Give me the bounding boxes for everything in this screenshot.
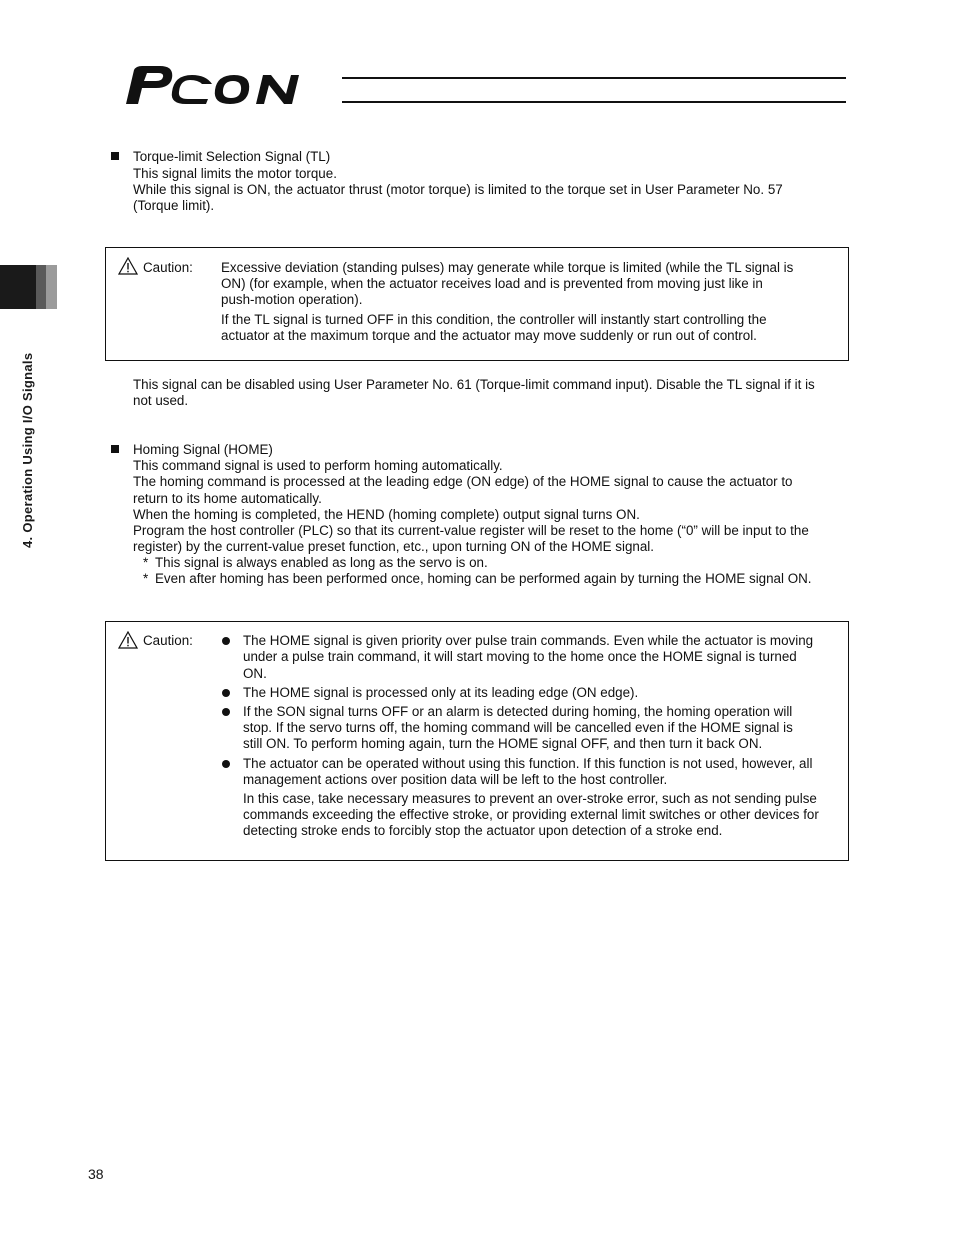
caution-extra-line: detecting stroke ends to forcibly stop the actuator upon detection of a stroke end.: [243, 823, 723, 838]
caution-extra-line: commands exceeding the effective stroke, or providing external limit switches or other devices for: [243, 807, 819, 822]
home-note: This signal is always enabled as long as the servo is on.: [155, 555, 488, 570]
bullet-square-icon: [111, 152, 119, 160]
tl-note-line: not used.: [133, 393, 189, 408]
note-asterisk: *: [143, 555, 149, 570]
bullet-dot-icon: [222, 708, 230, 716]
tl-line: This signal limits the motor torque.: [133, 166, 337, 181]
tl-line: While this signal is ON, the actuator thrust (motor torque) is limited to the torque set in User Parameter No. 57: [133, 182, 783, 197]
header-rule-bottom: [342, 101, 846, 103]
chapter-tab-mid: [36, 265, 46, 309]
home-note: Even after homing has been performed once, homing can be performed again by turning the HOME signal ON.: [155, 571, 812, 586]
header-rule-top: [342, 77, 846, 79]
caution-line: actuator at the maximum torque and the actuator may move suddenly or run out of control.: [221, 328, 757, 343]
warning-triangle-icon: [118, 631, 138, 649]
tl-note-line: This signal can be disabled using User Parameter No. 61 (Torque-limit command input). Disable the TL signal if it is: [133, 377, 815, 392]
caution-label: Caution:: [143, 260, 193, 275]
caution-bullet-line: stop. If the servo turns off, the homing command will be cancelled even if the HOME signal is: [243, 720, 793, 735]
caution-line: push-motion operation).: [221, 292, 363, 307]
caution-extra-line: In this case, take necessary measures to prevent an over-stroke error, such as not sending pulse: [243, 791, 817, 806]
home-heading: Homing Signal (HOME): [133, 442, 273, 457]
warning-triangle-icon: [118, 257, 138, 275]
caution-bullet-line: ON.: [243, 666, 267, 681]
chapter-label: 4. Operation Using I/O Signals: [20, 352, 35, 548]
caution-line: Excessive deviation (standing pulses) may generate while torque is limited (while the TL signal is: [221, 260, 794, 275]
bullet-dot-icon: [222, 760, 230, 768]
bullet-square-icon: [111, 445, 119, 453]
page-number: 38: [88, 1166, 104, 1182]
note-asterisk: *: [143, 571, 149, 586]
home-line: When the homing is completed, the HEND (homing complete) output signal turns ON.: [133, 507, 640, 522]
caution-bullet-line: The actuator can be operated without using this function. If this function is not used, however, all: [243, 756, 813, 771]
caution-label: Caution:: [143, 633, 193, 648]
home-line: This command signal is used to perform homing automatically.: [133, 458, 503, 473]
caution-bullet-line: The HOME signal is given priority over pulse train commands. Even while the actuator is moving: [243, 633, 814, 648]
tl-line: (Torque limit).: [133, 198, 215, 213]
home-line: register) by the current-value preset function, etc., upon turning ON of the HOME signal.: [133, 539, 654, 554]
home-line: Program the host controller (PLC) so that its current-value register will be reset to the home (“0” will be input to the: [133, 523, 809, 538]
caution-bullet-line: If the SON signal turns OFF or an alarm is detected during homing, the homing operation will: [243, 704, 793, 719]
chapter-tab-light: [46, 265, 57, 309]
caution-bullet-line: The HOME signal is processed only at its leading edge (ON edge).: [243, 685, 639, 700]
caution-bullet-line: under a pulse train command, it will start moving to the home once the HOME signal is turned: [243, 649, 797, 664]
pcon-logo: [116, 64, 341, 108]
chapter-tab-dark: [0, 265, 36, 309]
caution-line: ON) (for example, when the actuator receives load and is prevented from moving just like in: [221, 276, 763, 291]
tl-heading: Torque-limit Selection Signal (TL): [133, 149, 331, 164]
bullet-dot-icon: [222, 689, 230, 697]
caution-bullet-line: management actions over position data will be left to the host controller.: [243, 772, 668, 787]
bullet-dot-icon: [222, 637, 230, 645]
caution-bullet-line: still ON. To perform homing again, turn the HOME signal OFF, and then turn it back ON.: [243, 736, 763, 751]
home-line: return to its home automatically.: [133, 491, 322, 506]
caution-line: If the TL signal is turned OFF in this condition, the controller will instantly start controlling the: [221, 312, 767, 327]
home-line: The homing command is processed at the leading edge (ON edge) of the HOME signal to cause the actuator to: [133, 474, 793, 489]
